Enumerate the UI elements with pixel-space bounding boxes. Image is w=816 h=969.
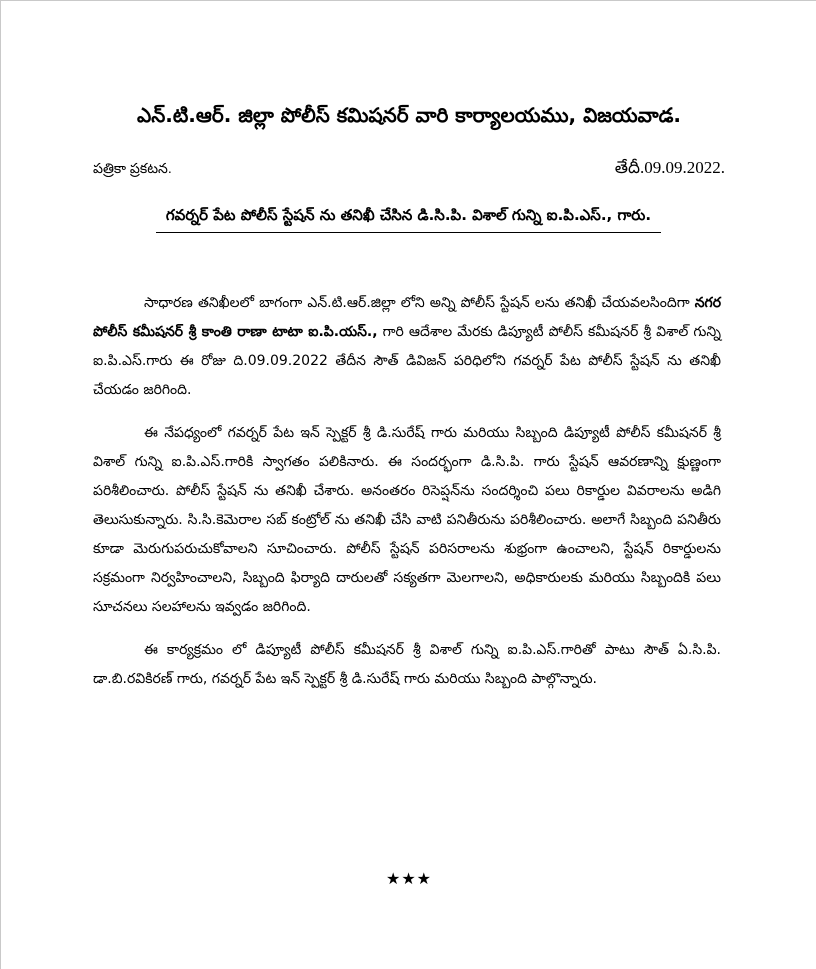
- paragraph-3: ఈ కార్యక్రమం లో డిప్యూటీ పోలీస్ కమీషనర్ శ్రీ విశాల్ గున్ని ఐ.పి.ఎస్.గారితో పాటు సౌత్ ఏ.సి.పి. డా.బి.రవికిరణ్ గారు, గవర్నర్ పేట ఇన్ స్పెక్టర్ శ్రీ డి.సురేష్ గారు మరియు సిబ్బంది పాల్గొన్నారు.: [93, 642, 721, 687]
- press-release-label: పత్రికా ప్రకటన.: [93, 160, 172, 176]
- paragraph-1-text-a: సాధారణ తనిఖీలలో బాగంగా ఎన్.టి.ఆర్.జిల్లా లోని అన్ని పోలీస్ స్టేషన్ లను తనిఖీ చేయవలసిందిగా: [144, 295, 695, 311]
- office-header: ఎన్.టి.ఆర్. జిల్లా పోలీస్ కమిషనర్ వారి కార్యాలయము, విజయవాడ.: [136, 103, 682, 127]
- release-body: [93, 289, 721, 708]
- paragraph-1-text-b: గారి ఆదేశాల మేరకు డిప్యూటీ పోలీస్ కమీషనర్ శ్రీ విశాల్ గున్ని ఐ.పి.ఎస్.గారు ఈ రోజు ది.09.09.2022 తేదీన సౌత్ డివిజన్ పరిధిలోని గవర్నర్ పేట పోలీస్ స్టేషన్ ను తనిఖీ చేయడం జరిగింది.: [93, 324, 721, 398]
- commissioner-name: నగర పోలీస్ కమీషనర్ శ్రీ కాంతి రాణా టాటా ఐ.పి.యస్.,: [93, 295, 721, 340]
- paragraph-1: [93, 289, 721, 405]
- release-date: తేదీ.09.09.2022.: [614, 158, 725, 177]
- paragraph-2: ఈ నేపధ్యంలో గవర్నర్ పేట ఇన్ స్పెక్టర్ శ్రీ డి.సురేష్ గారు మరియు సిబ్బంది డిప్యూటీ పోలీస్ కమీషనర్ శ్రీ విశాల్ గున్ని ఐ.పి.ఎస్.గారికి స్వాగతం పలికినారు. ఈ సందర్భంగా డి.సి.పి. గారు స్టేషన్ ఆవరణాన్ని క్షుణ్ణంగా పరిశీలించారు. పోలీస్ స్టేషన్ ను తనిఖీ చేశారు. అనంతరం రిసెప్షన్‌ను సందర్శించి పలు రికార్డుల వివరాలను అడిగి తెలుసుకున్నారు. సి.సి.కెమెరాల సబ్ కంట్రోల్ ను తనిఖీ చేసి వాటి పనితీరును పరిశీలించారు. అలాగే సిబ్బంది పనితీరు కూడా మెరుగుపరుచుకోవాలని సూచించారు. పోలీస్ స్టేషన్ పరిసరాలను శుభ్రంగా ఉంచాలని, స్టేషన్ రికార్డులను సక్రమంగా నిర్వహించాలని, సిబ్బంది ఫిర్యాది దారులతో సక్యతగా మెలగాలని, అధికారులకు మరియు సిబ్బందికి పలు సూచనలు సలహాలను ఇవ్వడం జరిగింది.: [93, 425, 721, 615]
- subject-line: గవర్నర్ పేట పోలీస్ స్టేషన్ ను తనిఖీ చేసిన డి.సి.పి. విశాల్ గున్ని ఐ.పి.ఎస్., గారు.: [156, 202, 661, 233]
- end-marks: ★★★: [385, 869, 433, 888]
